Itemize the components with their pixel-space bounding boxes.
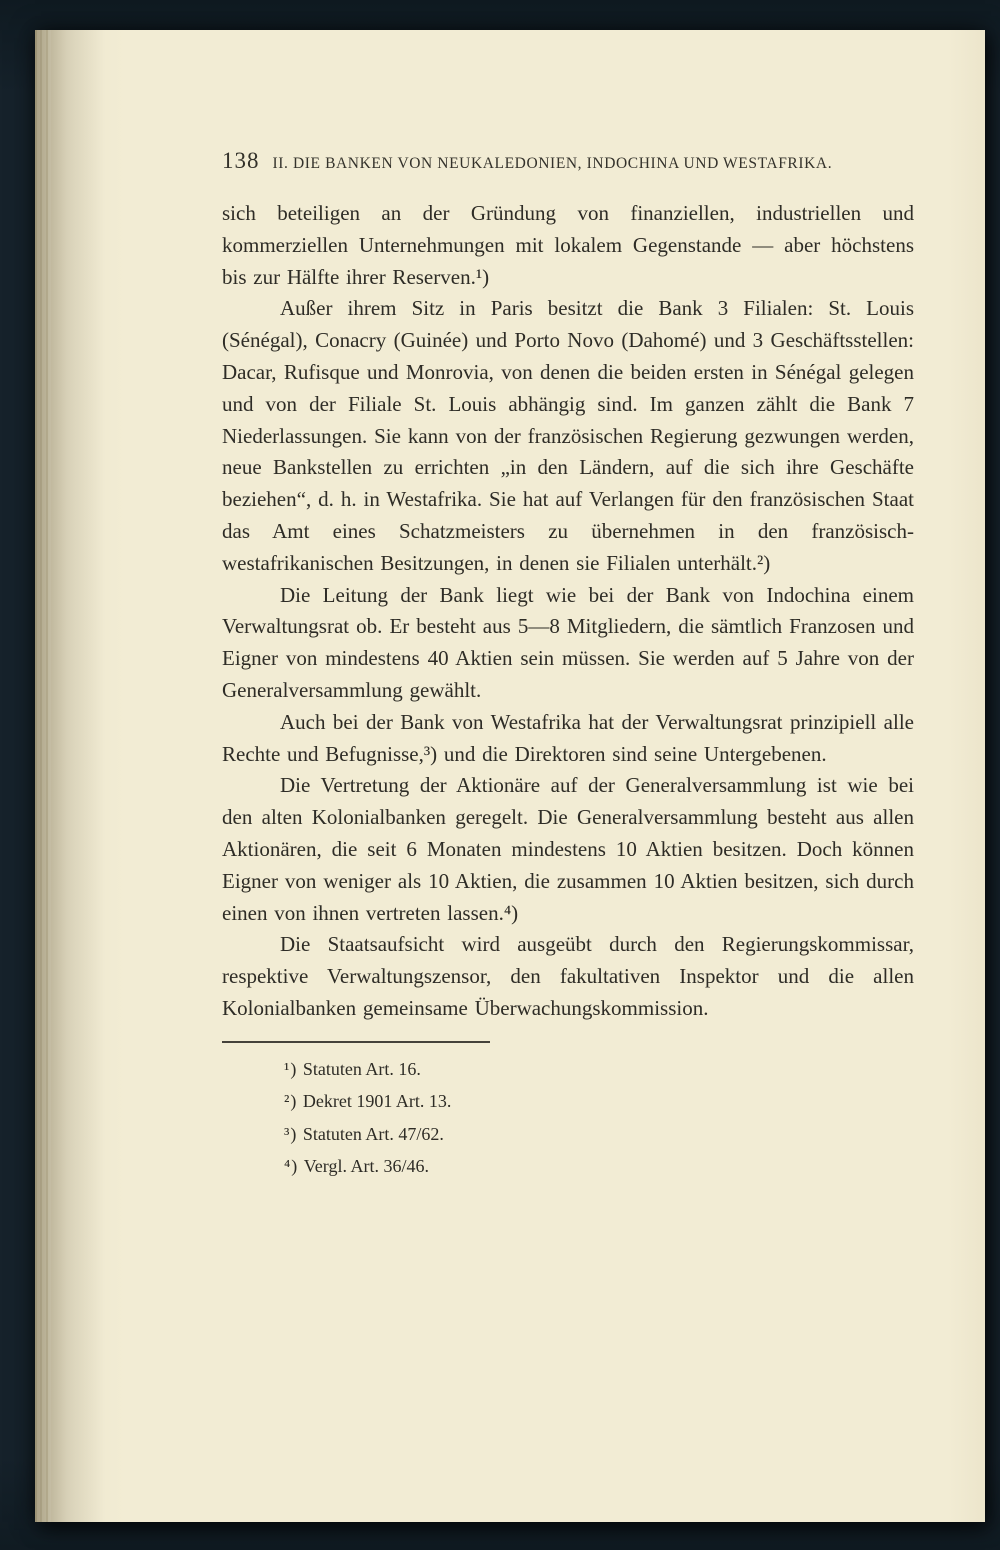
footnote-text: Vergl. Art. 36/46. [303, 1156, 429, 1177]
page-number: 138 [222, 148, 260, 173]
paragraph: Die Leitung der Bank liegt wie bei der Bank von Indochina einem Verwaltungsrat ob. Er besteht aus 5—8 Mitgliedern, die sämtlich Franzosen und Eigner von mindestens 40 Aktien sein müssen. Sie werden auf 5 Jahre von der Generalversammlung gewählt. [222, 582, 914, 702]
footnote-marker: ²) [284, 1091, 303, 1112]
paragraph: Außer ihrem Sitz in Paris besitzt die Bank 3 Filialen: St. Louis (Sénégal), Conacry (Guinée) und Porto Novo (Dahomé) und 3 Geschäftsstellen: Dacar, Rufisque und Monrovia, von denen die beiden ersten in Sénégal gelegen und von der Filiale St. Louis abhängig sind. Im ganzen zählt die Bank 7 Niederlassungen. Sie kann von der französischen Regierung gezwungen werden, neue Bankstellen zu errichten „in den Ländern, auf die sich ihre Geschäfte beziehen“, d. h. in Westafrika. Sie hat auf Verlangen für den französischen Staat das Amt eines Schatzmeisters zu übernehmen in den französisch-westafrikanischen Besitzungen, in denen sie Filialen unterhält.²) [222, 296, 914, 575]
paragraph: Die Vertretung der Aktionäre auf der Generalversammlung ist wie bei den alten Kolonialbanken geregelt. Die Generalversammlung besteht aus allen Aktionären, die seit 6 Monaten mindestens 10 Aktien besitzen. Doch können Eigner von weniger als 10 Aktien, die zusammen 10 Aktien besitzen, sich durch einen von ihnen vertreten lassen.⁴) [222, 773, 914, 925]
footnote-marker: ⁴) [284, 1156, 304, 1177]
footnote-rule [222, 1041, 490, 1043]
page-content [222, 148, 914, 1183]
footnote-text: Dekret 1901 Art. 13. [302, 1091, 452, 1112]
book-page [35, 30, 985, 1522]
paragraph: Auch bei der Bank von Westafrika hat der Verwaltungsrat prinzipiell alle Rechte und Befugnisse,³) und die Direktoren sind seine Untergebenen. [222, 709, 914, 766]
footnotes-section [222, 1041, 914, 1183]
footnote [222, 1118, 914, 1151]
page-stack-edge [35, 30, 51, 1522]
footnote [222, 1053, 914, 1086]
running-head [222, 148, 914, 174]
body-text [222, 198, 914, 1025]
paragraph: sich beteiligen an der Gründung von finanziellen, industriellen und kommerziellen Unternehmungen mit lokalem Gegenstande — aber höchstens bis zur Hälfte ihrer Reserven.¹) [222, 201, 914, 289]
paragraph: Die Staatsaufsicht wird ausgeübt durch den Regierungskommissar, respektive Verwaltungszensor, den fakultativen Inspektor und die allen Kolonialbanken gemeinsame Überwachungskommission. [222, 932, 914, 1020]
footnote-text: Statuten Art. 16. [302, 1058, 421, 1079]
footnote-marker: ³) [284, 1123, 303, 1144]
footnote [222, 1085, 914, 1118]
footnote-marker: ¹) [284, 1058, 303, 1079]
footnote-list [222, 1053, 914, 1183]
footnote [222, 1150, 914, 1183]
footnote-text: Statuten Art. 47/62. [302, 1123, 444, 1144]
chapter-title: II. DIE BANKEN VON NEUKALEDONIEN, INDOCHINA UND WESTAFRIKA. [272, 155, 833, 172]
